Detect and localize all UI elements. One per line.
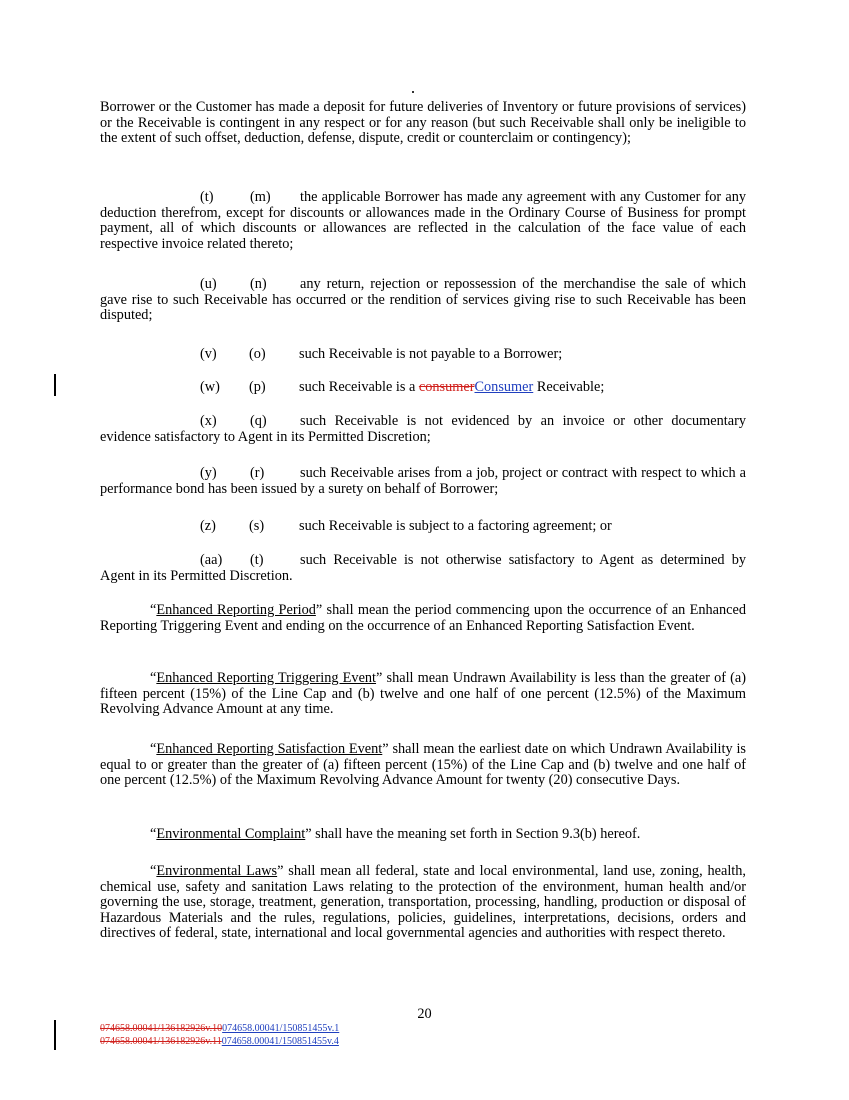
defined-term: Enhanced Reporting Satisfaction Event (156, 741, 383, 757)
clause-x: (x) (q) such Receivable is not evidenced by an invoice or other documentary evidence satisfactory to Agent in its Permitted Discretion; (100, 413, 746, 445)
deleted-text: consumer (418, 379, 475, 395)
definition-enhanced-reporting-triggering-event: “Enhanced Reporting Triggering Event” shall mean Undrawn Availability is less than the greater of (a) fifteen percent (15%) of the Line Cap and (b) twelve and one half of one percent (12.5%) of the Maximum Revolving Advance Amount at any time. (100, 670, 746, 718)
stray-mark (412, 91, 414, 93)
clause-y: (y) (r) such Receivable arises from a job, project or contract with respect to which a performance bond has been issued by a surety on behalf of Borrower; (100, 465, 746, 497)
change-bar (54, 374, 56, 396)
clause-z: (z) (s) such Receivable is subject to a factoring agreement; or (200, 518, 612, 534)
clause-u: (u) (n) any return, rejection or repossession of the merchandise the sale of which gave rise to such Receivable has occurred or the rendition of services giving rise to such Receivable has been disputed; (100, 276, 746, 324)
defined-term: Enhanced Reporting Triggering Event (156, 670, 377, 686)
definition-enhanced-reporting-period: “Enhanced Reporting Period” shall mean the period commencing upon the occurrence of an Enhanced Reporting Triggering Event and ending on the occurrence of an Enhanced Reporting Satisfaction Event. (100, 602, 747, 634)
clause-v: (v) (o) such Receivable is not payable to a Borrower; (200, 346, 563, 362)
footer-change-bar (54, 1020, 56, 1050)
defined-term: Environmental Complaint (156, 826, 306, 842)
definition-environmental-complaint: “Environmental Complaint” shall have the meaning set forth in Section 9.3(b) hereof. (150, 826, 641, 842)
defined-term: Enhanced Reporting Period (156, 602, 316, 618)
page-number: 20 (417, 1006, 432, 1022)
definition-environmental-laws: “Environmental Laws” shall mean all federal, state and local environmental, land use, zoning, health, chemical use, safety and sanitation Laws relating to the protection of the environment, human health and/or governing the use, storage, treatment, generation, transportation, processing, handling, production or disposal of Hazardous Materials and the rules, regulations, policies, guidelines, interpretations, decisions, orders and directives of federal, state, international and local governmental agencies and authorities with respect thereto. (100, 863, 746, 942)
clause-aa: (aa) (t) such Receivable is not otherwise satisfactory to Agent as determined by Agent in its Permitted Discretion. (100, 552, 746, 584)
continuation-paragraph: Borrower or the Customer has made a deposit for future deliveries of Inventory or future provisions of services) or the Receivable is contingent in any respect or for any reason (but such Receivable shall only be ineligible to the extent of such offset, deduction, defense, dispute, credit or counterclaim or contingency); (100, 99, 746, 147)
footer-doc-id-2: 074658.00041/136182926v.11074658.00041/150851455v.4 (100, 1036, 339, 1047)
inserted-text: Consumer (474, 379, 534, 395)
footer-doc-id-1: 074658.00041/136182926v.10074658.00041/150851455v.1 (100, 1023, 340, 1034)
clause-w: (w) (p) such Receivable is a consumerConsumer Receivable; (200, 379, 605, 395)
clause-t: (t) (m) the applicable Borrower has made any agreement with any Customer for any deduction therefrom, except for discounts or allowances made in the Ordinary Course of Business for prompt payment, all of which discounts or allowances are reflected in the calculation of the face value of each respective invoice related thereto; (100, 189, 746, 252)
definition-enhanced-reporting-satisfaction-event: “Enhanced Reporting Satisfaction Event” shall mean the earliest date on which Undrawn Availability is equal to or greater than the greater of (a) fifteen percent (15%) of the Line Cap and (b) twelve and one half of one percent (12.5%) of the Maximum Revolving Advance Amount for twenty (20) consecutive Days. (100, 741, 746, 789)
defined-term: Environmental Laws (156, 863, 278, 879)
